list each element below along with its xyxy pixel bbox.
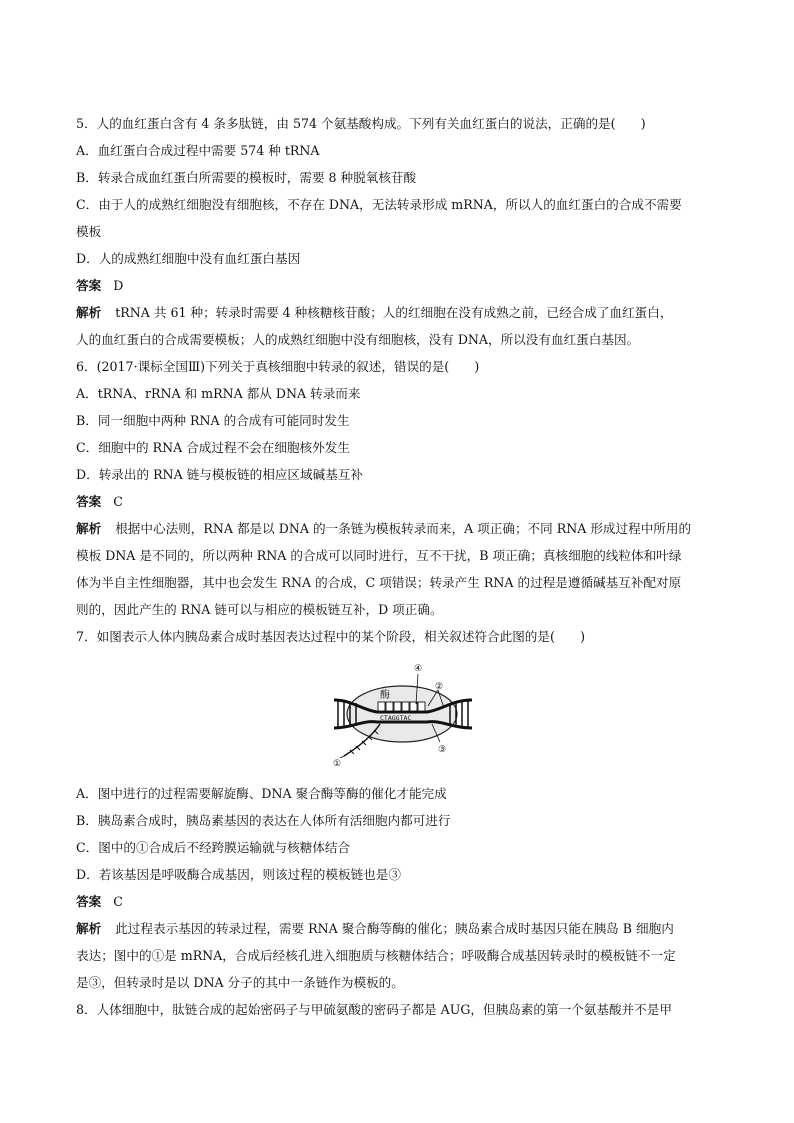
q7-option-d: D．若该基因是呼吸酶合成基因，则该过程的模板链也是③	[76, 867, 401, 882]
q7-option-b: B．胰岛素合成时，胰岛素基因的表达在人体所有活细胞内都可进行	[76, 813, 451, 828]
analysis-text: tRNA 共 61 种；转录时需要 4 种核糖核苷酸；人的红细胞在没有成熟之前，已经合成了血红蛋白，	[115, 305, 673, 320]
q6-answer	[76, 494, 724, 510]
q7-analysis-cont-2: 是③，但转录时是以 DNA 分子的其中一条链作为模板的。	[76, 975, 404, 990]
analysis-label: 解析	[76, 521, 102, 536]
mark-4: ④	[414, 664, 423, 674]
analysis-label: 解析	[76, 921, 102, 936]
answer-value: C	[113, 494, 123, 509]
q5-option-b: B．转录合成血红蛋白所需要的模板时，需要 8 种脱氧核苷酸	[76, 170, 417, 185]
answer-label: 答案	[76, 894, 102, 909]
q5-option-c-cont: 模板	[76, 224, 102, 239]
transcription-figure	[332, 660, 474, 770]
q7-option-a: A．图中进行的过程需要解旋酶、DNA 聚合酶等酶的催化才能完成	[76, 786, 447, 801]
mark-3: ③	[438, 745, 447, 755]
q5-answer	[76, 278, 724, 294]
q6-option-d: D．转录出的 RNA 链与模板链的相应区域碱基互补	[76, 467, 363, 482]
base-sequence: CTAGGTAC	[380, 714, 412, 722]
analysis-text: 根据中心法则，RNA 都是以 DNA 的一条链为模板转录而来，A 项正确；不同 RNA 形成过程中所用的	[115, 521, 692, 536]
q6-analysis	[76, 521, 724, 537]
q5-option-c: C．由于人的成熟红细胞没有细胞核，不存在 DNA，无法转录形成 mRNA，所以人的血红蛋白的合成不需要	[76, 197, 682, 212]
q7-answer	[76, 894, 724, 910]
answer-label: 答案	[76, 278, 102, 293]
enzyme-label: 酶	[380, 690, 390, 701]
q5-analysis-cont: 人的血红蛋白的合成需要模板；人的成熟红细胞中没有细胞核，没有 DNA，所以没有血红蛋白基因。	[76, 332, 640, 347]
mark-2: ②	[435, 682, 444, 692]
q7-analysis-cont-1: 表达；图中的①是 mRNA，合成后经核孔进入细胞质与核糖体结合；呼吸酶合成基因转录时的模板链不一定	[76, 948, 676, 963]
q6-analysis-cont-1: 模板 DNA 是不同的，所以两种 RNA 的合成可以同时进行，互不干扰，B 项正确；真核细胞的线粒体和叶绿	[76, 548, 682, 563]
q6-option-b: B．同一细胞中两种 RNA 的合成有可能同时发生	[76, 413, 350, 428]
answer-label: 答案	[76, 494, 102, 509]
answer-value: D	[113, 278, 124, 293]
q7-option-c: C．图中的①合成后不经跨膜运输就与核糖体结合	[76, 840, 351, 855]
mark-1: ①	[333, 759, 342, 769]
q7-analysis	[76, 921, 724, 937]
q5-option-d: D．人的成熟红细胞中没有血红蛋白基因	[76, 251, 301, 266]
q6-analysis-cont-3: 则的，因此产生的 RNA 链可以与相应的模板链互补，D 项正确。	[76, 602, 443, 617]
q5-analysis	[76, 305, 724, 321]
q5-option-a: A．血红蛋白合成过程中需要 574 种 tRNA	[76, 143, 320, 158]
q5-stem: 5．人的血红蛋白含有 4 条多肽链，由 574 个氨基酸构成。下列有关血红蛋白的说法，正确的是( )	[76, 116, 646, 131]
analysis-text: 此过程表示基因的转录过程，需要 RNA 聚合酶等酶的催化；胰岛素合成时基因只能在胰岛 B 细胞内	[115, 921, 674, 936]
q7-stem: 7．如图表示人体内胰岛素合成时基因表达过程中的某个阶段，相关叙述符合此图的是( )	[76, 629, 585, 644]
q6-analysis-cont-2: 体为半自主性细胞器，其中也会发生 RNA 的合成，C 项错误；转录产生 RNA 的过程是遵循碱基互补配对原	[76, 575, 682, 590]
q6-stem: 6．(2017·课标全国Ⅲ)下列关于真核细胞中转录的叙述，错误的是( )	[76, 359, 480, 374]
transcription-diagram	[332, 660, 474, 770]
analysis-label: 解析	[76, 305, 102, 320]
answer-value: C	[113, 894, 123, 909]
q8-stem: 8．人体细胞中，肽链合成的起始密码子与甲硫氨酸的密码子都是 AUG，但胰岛素的第一个氨基酸并不是甲	[76, 1002, 672, 1017]
q6-option-c: C．细胞中的 RNA 合成过程不会在细胞核外发生	[76, 440, 350, 455]
q6-option-a: A．tRNA、rRNA 和 mRNA 都从 DNA 转录而来	[76, 386, 361, 401]
